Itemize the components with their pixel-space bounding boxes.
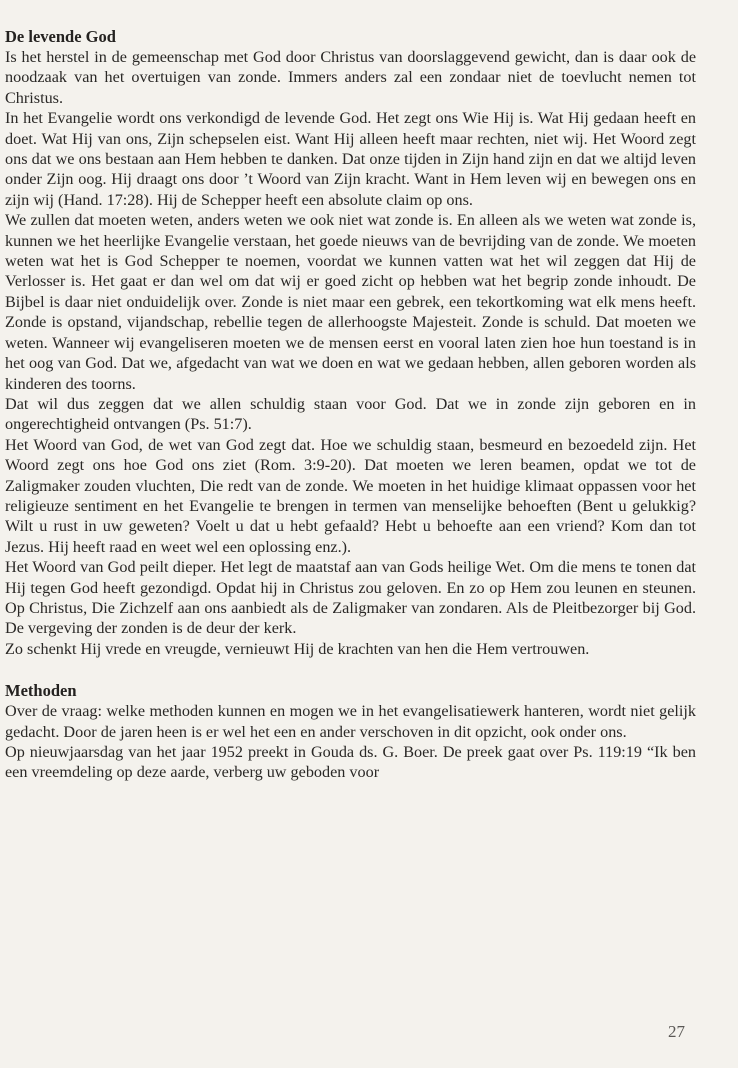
paragraph: Zo schenkt Hij vrede en vreugde, vernieuwt Hij de krachten van hen die Hem vertrouwen. [5, 639, 590, 658]
paragraph: In het Evangelie wordt ons verkondigd de levende God. Het zegt ons Wie Hij is. Wat Hij gedaan heeft en doet. Wat Hij van ons, Zijn schepselen eist. Want Hij alleen heeft maar rechten, niet wij. Het Woord zegt ons dat we ons bestaan aan Hem hebben te danken. Dat onze tijden in Zijn hand zijn en dat we altijd leven onder Zijn oog. Hij draagt ons door ’t Woord van Zijn kracht. Want in Hem leven wij en bewegen ons en zijn wij (Hand. 17:28). Hij de Schepper heeft een absolute claim op ons. [5, 109, 696, 209]
paragraph: Is het herstel in de gemeenschap met God door Christus van doorslaggevend gewicht, dan is daar ook de noodzaak van het overtuigen van zonde. Immers anders zal een zondaar niet de toevlucht nemen tot Christus. [5, 48, 696, 107]
paragraph: Het Woord van God peilt dieper. Het legt de maatstaf aan van Gods heilige Wet. Om die mens te tonen dat Hij tegen God heeft gezondigd. Opdat hij in Christus zou geloven. En zo op Hem zou leunen en steunen. Op Christus, Die Zichzelf aan ons aanbiedt als de Zaligmaker van zondaren. Als de Pleitbezorger bij God. De vergeving der zonden is de deur der kerk. [5, 558, 696, 638]
page-content [5, 27, 696, 783]
paragraph: Op nieuwjaarsdag van het jaar 1952 preekt in Gouda ds. G. Boer. De preek gaat over Ps. 119:19 “Ik ben een vreemdeling op deze aarde, verberg uw geboden voor [5, 743, 696, 782]
section-de-levende-god [5, 27, 696, 659]
section-heading: De levende God [5, 27, 116, 46]
paragraph: Het Woord van God, de wet van God zegt dat. Hoe we schuldig staan, besmeurd en bezoedeld zijn. Het Woord zegt ons hoe God ons ziet (Rom. 3:9-20). Dat moeten we leren beamen, opdat we tot de Zaligmaker zouden vluchten, Die redt van de zonde. We moeten in het huidige klimaat oppassen voor het religieuze sentiment en het Evangelie te brengen in termen van menselijke behoeften (Bent u gelukkig? Wilt u rust in uw geweten? Voelt u dat u hebt gefaald? Hebt u behoefte aan een vriend? Kom dan tot Jezus. Hij heeft raad en weet wel een oplossing enz.). [5, 435, 696, 556]
page-number: 27 [668, 1022, 685, 1041]
paragraph: Dat wil dus zeggen dat we allen schuldig staan voor God. Dat we in zonde zijn geboren en in ongerechtigheid ontvangen (Ps. 51:7). [5, 394, 696, 434]
paragraph: We zullen dat moeten weten, anders weten we ook niet wat zonde is. En alleen als we weten wat zonde is, kunnen we het heerlijke Evangelie verstaan, het goede nieuws van de bevrijding van de zonde. We moeten weten wat het is God Schepper te noemen, voordat we kunnen vatten wat het wil zeggen dat Hij de Verlosser is. Het gaat er dan wel om dat wij er goed zicht op hebben wat het begrip zonde inhoudt. De Bijbel is daar niet onduidelijk over. Zonde is niet maar een gebrek, een tekortkoming wat elk mens heeft. Zonde is opstand, vijandschap, rebellie tegen de allerhoogste Majesteit. Zonde is schuld. Dat moeten we weten. Wanneer wij evangeliseren moeten we de mensen eerst en vooral laten zien hoe hun toestand is in het oog van God. Dat we, afgedacht van wat we doen en wat we gedaan hebben, allen geboren worden als kinderen des toorns. [5, 211, 696, 393]
paragraph: Over de vraag: welke methoden kunnen en mogen we in het evangelisatiewerk hanteren, wordt niet gelijk gedacht. Door de jaren heen is er wel het een en ander verschoven in dit opzicht, ook onder ons. [5, 702, 696, 741]
section-methoden [5, 681, 696, 783]
section-heading: Methoden [5, 681, 77, 701]
